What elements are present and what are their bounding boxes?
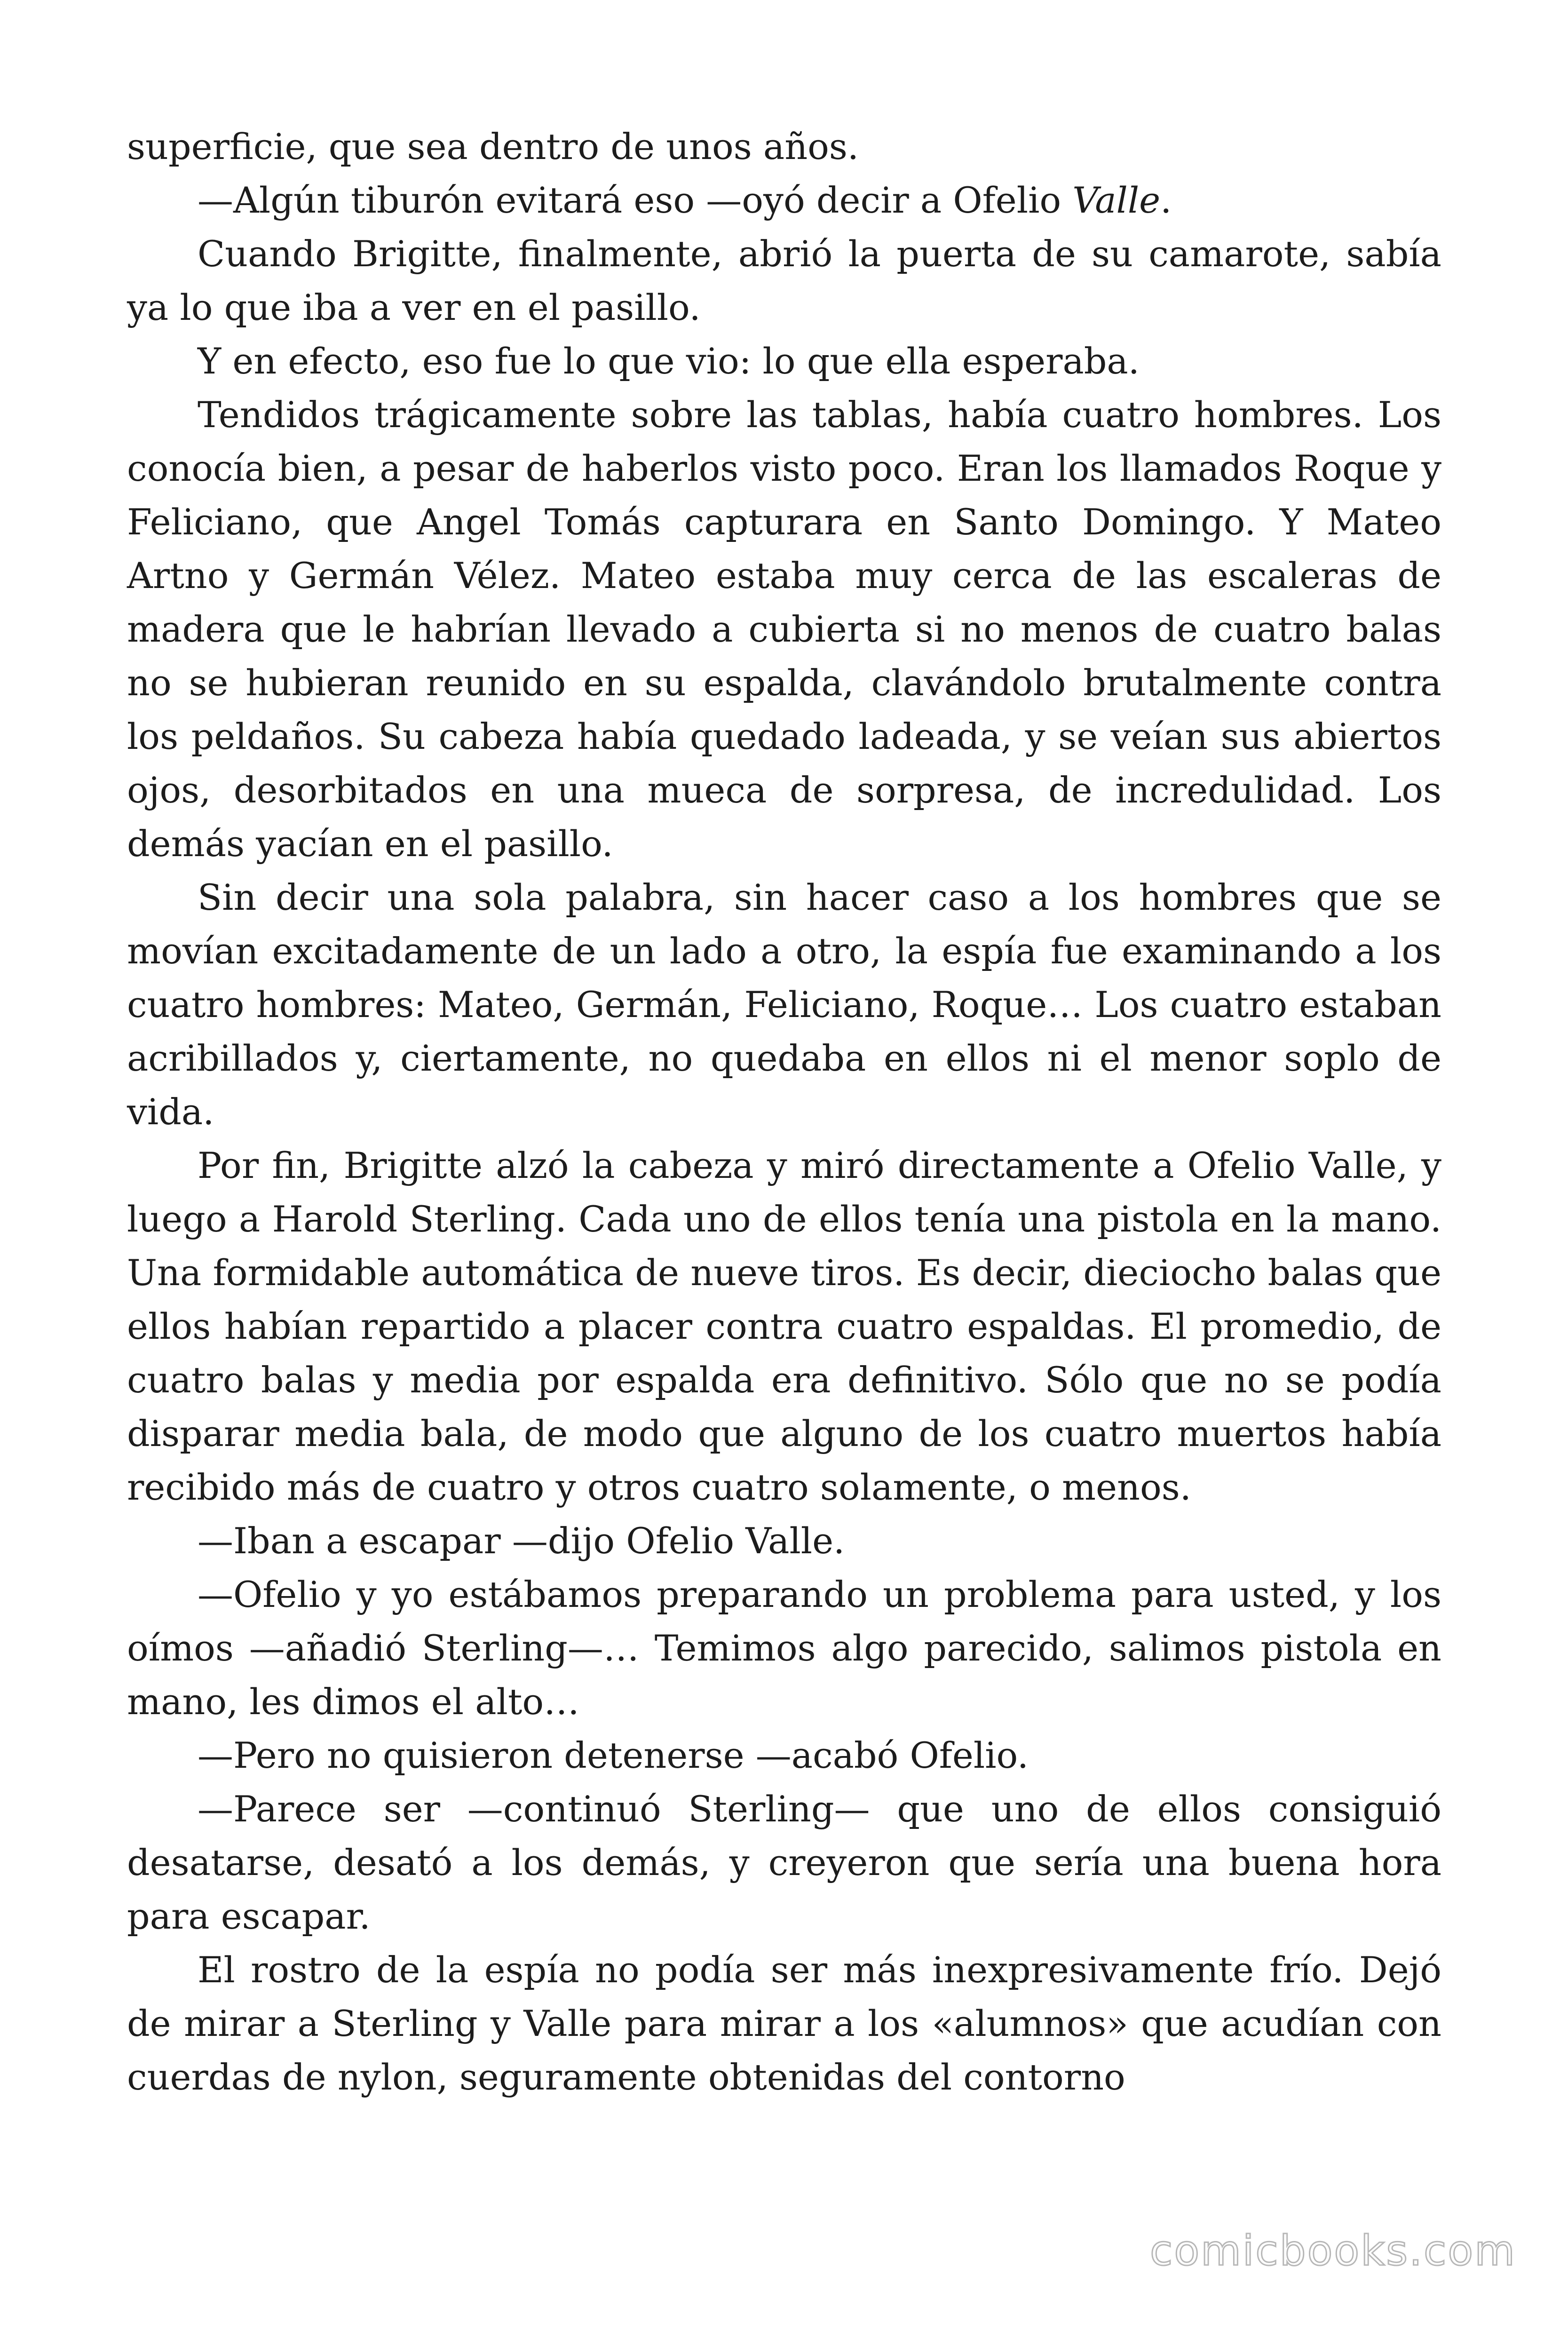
paragraph-10: —Pero no quisieron detenerse —acabó Ofelio. [198, 1734, 1029, 1776]
paragraph-6: Sin decir una sola palabra, sin hacer caso a los hombres que se movían excitadamente de un lado a otro, la espía fue examinando a los cuatro hombres: Mateo, Germán, Feliciano, Roque… Los cuatro estaban acribillados y, ciertamente, no quedaba en ellos ni el menor soplo de vida. [127, 876, 1441, 1133]
paragraph-11: —Parece ser —continuó Sterling— que uno de ellos consiguió desatarse, desató a los demás, y creyeron que sería una buena hora para escapar. [127, 1788, 1441, 1937]
paragraph-9: —Ofelio y yo estábamos preparando un problema para usted, y los oímos —añadió Sterling—… Temimos algo parecido, salimos pistola en mano, les dimos el alto… [127, 1573, 1441, 1723]
italic-name: Valle [1072, 179, 1161, 221]
paragraph-7: Por fin, Brigitte alzó la cabeza y miró directamente a Ofelio Valle, y luego a Harold Sterling. Cada uno de ellos tenía una pistola en la mano. Una formidable automática de nueve tiros. Es decir, dieciocho balas que ellos habían repartido a placer contra cuatro espaldas. El promedio, de cuatro balas y media por espalda era definitivo. Sólo que no se podía disparar media bala, de modo que alguno de los cuatro muertos había recibido más de cuatro y otros cuatro solamente, o menos. [127, 1144, 1441, 1508]
paragraph-4: Y en efecto, eso fue lo que vio: lo que ella esperaba. [198, 340, 1140, 382]
paragraph-1: superficie, que sea dentro de unos años. [127, 126, 859, 167]
watermark: comicbooks.com [1149, 2226, 1516, 2275]
paragraph-3: Cuando Brigitte, finalmente, abrió la puerta de su camarote, sabía ya lo que iba a ver en el pasillo. [127, 233, 1441, 328]
dialogue-end: . [1160, 179, 1172, 221]
paragraph-2 [127, 174, 1441, 227]
dialogue-text: —Algún tiburón evitará eso —oyó decir a Ofelio [198, 179, 1073, 221]
paragraph-5: Tendidos trágicamente sobre las tablas, había cuatro hombres. Los conocía bien, a pesar de haberlos visto poco. Eran los llamados Roque y Feliciano, que Angel Tomás capturara en Santo Domingo. Y Mateo Artno y Germán Vélez. Mateo estaba muy cerca de las escaleras de madera que le habrían llevado a cubierta si no menos de cuatro balas no se hubieran reunido en su espalda, clavándolo brutalmente contra los peldaños. Su cabeza había quedado ladeada, y se veían sus abiertos ojos, desorbitados en una mueca de sorpresa, de incredulidad. Los demás yacían en el pasillo. [127, 394, 1441, 865]
page-body [127, 120, 1441, 2104]
paragraph-8: —Iban a escapar —dijo Ofelio Valle. [198, 1520, 845, 1562]
paragraph-12: El rostro de la espía no podía ser más inexpresivamente frío. Dejó de mirar a Sterling y Valle para mirar a los «alumnos» que acudían con cuerdas de nylon, seguramente obtenidas del contorno [127, 1949, 1441, 2098]
